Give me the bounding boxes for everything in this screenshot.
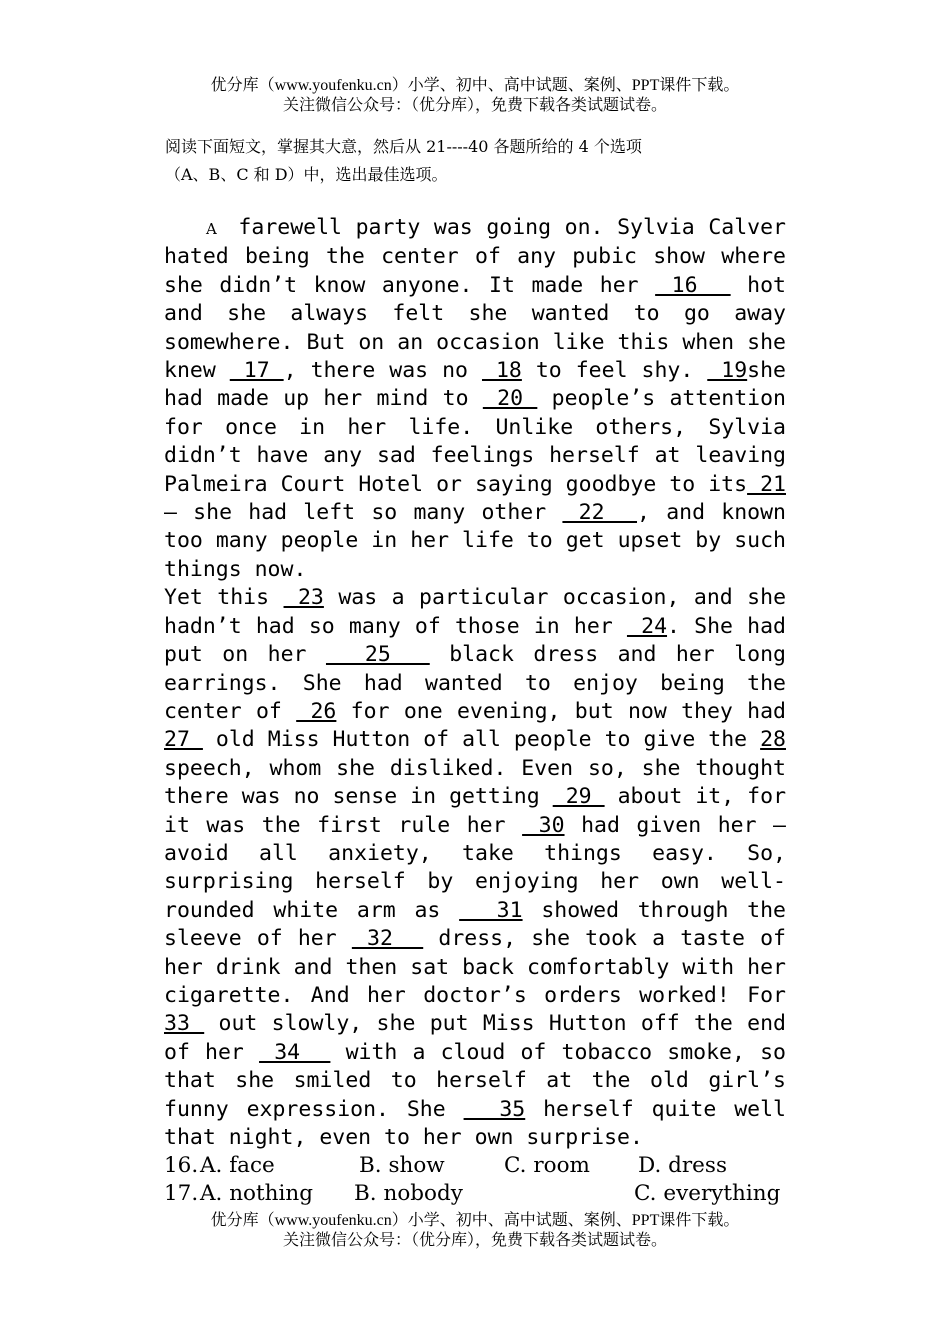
blank-18: 18 bbox=[481, 358, 522, 384]
passage-text: out slowly, she put Miss Hutton off the end of her bbox=[164, 1011, 786, 1065]
drop-letter: A bbox=[206, 220, 217, 238]
blank-23: 23 bbox=[283, 585, 324, 611]
option-c: C. everything bbox=[634, 1181, 781, 1207]
passage-text: Yet this bbox=[164, 585, 284, 611]
answer-options bbox=[164, 1152, 786, 1209]
passage-text: to feel shy. bbox=[521, 358, 708, 384]
option-a: A. face bbox=[200, 1153, 275, 1178]
passage-text: dress, she took a taste of her drink and then sat back comfortably with her cigarette. And her doctor’s orders worked! For bbox=[164, 926, 786, 1008]
passage-text: . She had put on her bbox=[164, 613, 787, 668]
passage-text: speech, whom she disliked. Even so, she thought there was no sense in getting bbox=[164, 755, 786, 810]
paragraph-1 bbox=[164, 214, 786, 584]
blank-24: 24 bbox=[626, 613, 668, 639]
option-row-16 bbox=[164, 1152, 786, 1180]
passage-text: hot and she always felt she wanted to go away somewhere. But on an occasion like this when she knew bbox=[164, 272, 786, 384]
blank-30: 30 bbox=[522, 812, 565, 838]
header-line-2: 关注微信公众号：（优分库），免费下载各类试题试卷。 bbox=[282, 97, 667, 114]
instructions-line-2: （A、B、C 和 D）中，选出最佳选项。 bbox=[165, 165, 448, 184]
blank-32: 32 bbox=[351, 926, 424, 952]
page-header bbox=[0, 76, 950, 116]
blank-20: 20 bbox=[482, 386, 538, 412]
passage-text: was a particular occasion, and she hadn’t had so many of those in her bbox=[164, 585, 787, 639]
blank-27: 27 bbox=[164, 727, 203, 753]
page-footer bbox=[0, 1211, 950, 1251]
option-b: B. show bbox=[359, 1153, 445, 1178]
question-number: 17. bbox=[164, 1181, 199, 1207]
option-row-17 bbox=[164, 1180, 786, 1208]
passage-text: about it, for it was the first rule her bbox=[164, 784, 787, 838]
blank-25: 25 bbox=[325, 642, 430, 668]
blank-28: 28 bbox=[760, 727, 786, 753]
passage-text: black dress and her long earrings. She had wanted to enjoy being the center of bbox=[164, 642, 786, 724]
blank-33: 33 bbox=[164, 1011, 205, 1037]
blank-19: 19 bbox=[707, 358, 748, 384]
blank-31: 31 bbox=[459, 897, 523, 923]
passage-text: herself quite well that night, even to her own surprise. bbox=[164, 1096, 786, 1150]
blank-17: 17 bbox=[229, 358, 284, 384]
passage-text: — she had left so many other bbox=[164, 500, 563, 526]
option-b: B. nobody bbox=[354, 1181, 463, 1207]
header-line-1: 优分库（www.youfenku.cn）小学、初中、高中试题、案例、PPT课件下载。 bbox=[210, 77, 740, 94]
passage-text: for one evening, but now they had bbox=[336, 698, 786, 724]
passage-text: people’s attention for once in her life. Unlike others, Sylvia didn’t have any sad feelings herself at leaving Palmeira Court Hotel or saying goodbye to its bbox=[164, 386, 786, 497]
passage-text: , there was no bbox=[283, 358, 482, 384]
footer-line-2: 关注微信公众号：（优分库），免费下载各类试题试卷。 bbox=[282, 1232, 667, 1249]
passage-text: farewell party was going on. Sylvia Calver hated being the center of any pubic show where she didn’t know anyone. It made her bbox=[164, 215, 786, 298]
passage-text: old Miss Hutton of all people to give the bbox=[202, 727, 761, 753]
option-d: D. dress bbox=[638, 1153, 727, 1178]
question-number: 16. bbox=[164, 1153, 199, 1178]
passage-text: she had made up her mind to bbox=[164, 358, 786, 412]
passage-text: , and known too many people in her life to get upset by such things now. bbox=[164, 500, 786, 582]
blank-26: 26 bbox=[296, 698, 337, 724]
passage-text: with a cloud of tobacco smoke, so that she smiled to herself at the old girl’s funny expression. She bbox=[164, 1039, 786, 1122]
cloze-passage bbox=[164, 214, 786, 1152]
instructions-line-1: 阅读下面短文，掌握其大意，然后从 21----40 各题所给的 4 个选项 bbox=[165, 137, 642, 156]
blank-34: 34 bbox=[259, 1039, 331, 1065]
paragraph-2 bbox=[164, 584, 786, 1152]
blank-22: 22 bbox=[562, 500, 638, 526]
blank-16: 16 bbox=[655, 272, 731, 298]
blank-35: 35 bbox=[463, 1096, 526, 1122]
blank-29: 29 bbox=[552, 784, 605, 810]
passage-text: had given her — avoid all anxiety, take things easy. So, surprising herself by enjoying her own well-rounded white arm as bbox=[164, 812, 787, 923]
option-c: C. room bbox=[504, 1153, 590, 1178]
footer-line-1: 优分库（www.youfenku.cn）小学、初中、高中试题、案例、PPT课件下载。 bbox=[210, 1212, 740, 1229]
instructions bbox=[165, 133, 795, 189]
passage-text: showed through the sleeve of her bbox=[164, 897, 786, 952]
option-a: A. nothing bbox=[200, 1181, 313, 1207]
blank-21: 21 bbox=[747, 471, 786, 497]
